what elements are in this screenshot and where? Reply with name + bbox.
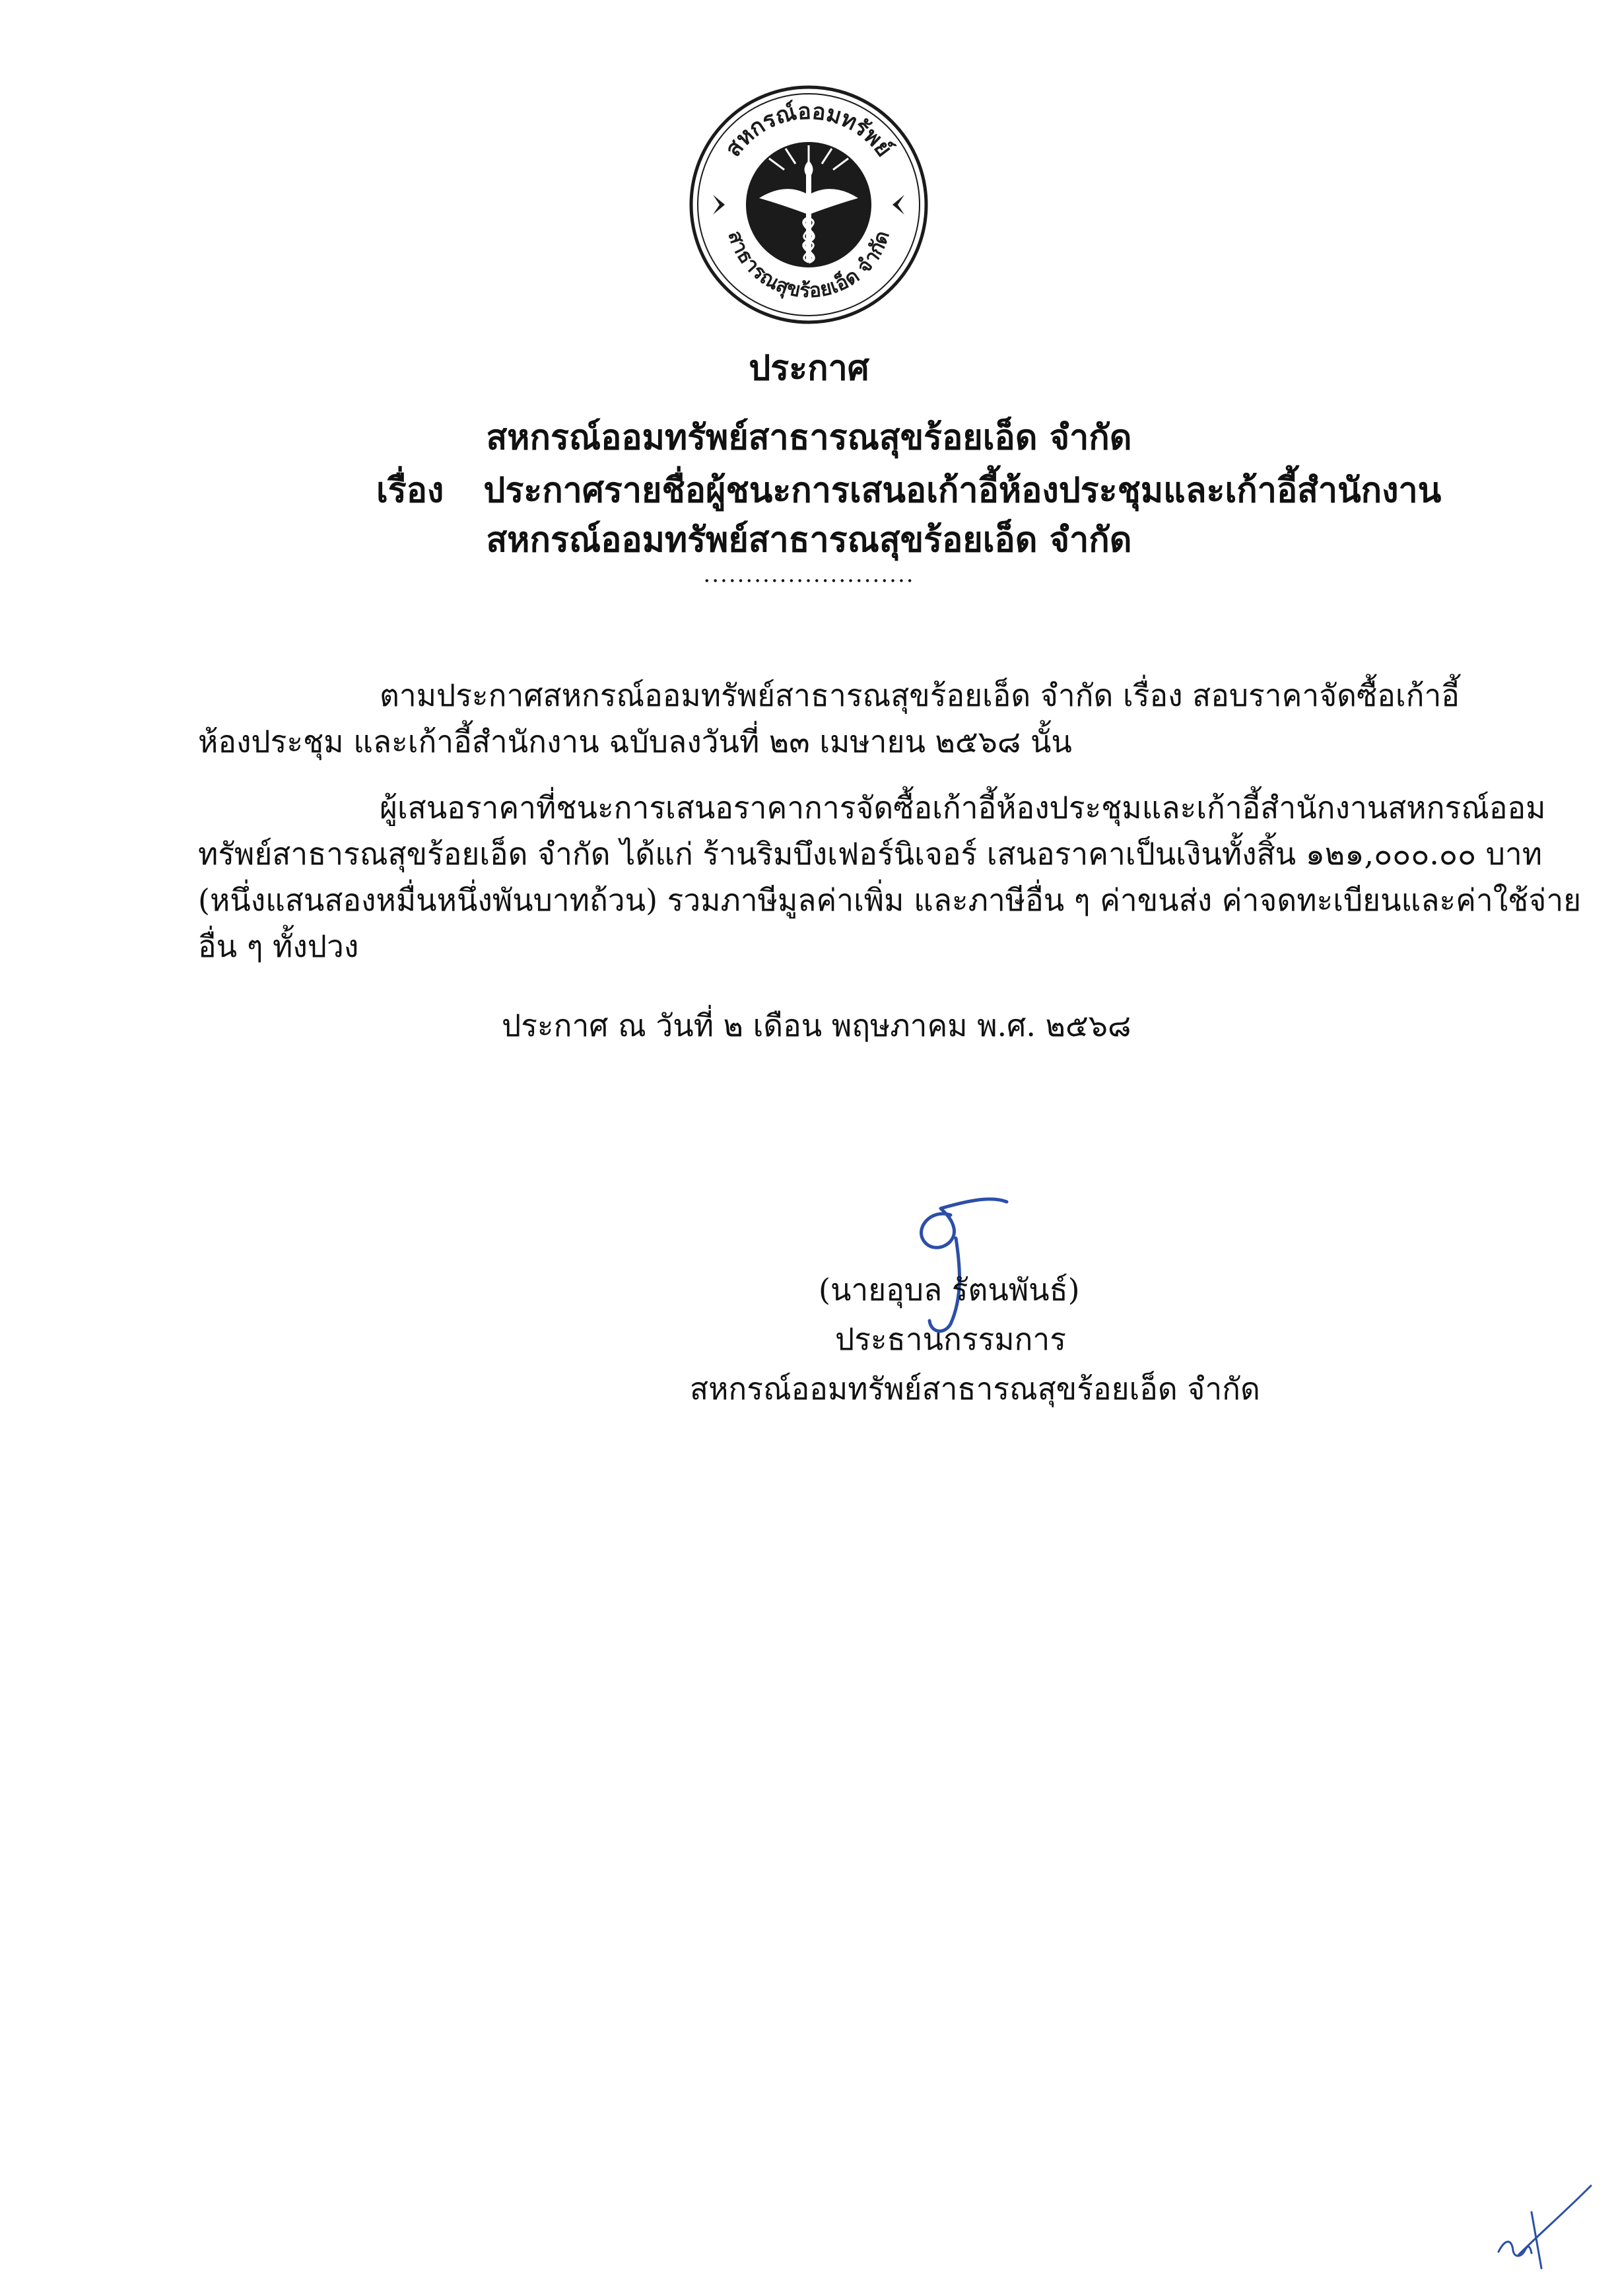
cooperative-seal: [687, 83, 931, 327]
paragraph-2-line-2: ทรัพย์สาธารณสุขร้อยเอ็ด จำกัด ได้แก่ ร้านริมบึงเฟอร์นิเจอร์ เสนอราคาเป็นเงินทั้งสิ้น ๑๒๑,๐๐๐.๐๐ บาท: [198, 836, 1543, 872]
subject-label: เรื่อง: [376, 470, 444, 510]
subject-line: [376, 462, 1441, 517]
seal-text-top: สหกรณ์ออมทรัพย์: [720, 98, 898, 162]
seal-text-bottom: สาธารณสุขร้อยเอ็ด จำกัด: [723, 228, 894, 303]
paragraph-1-line-2: ห้องประชุม และเก้าอี้สำนักงาน ฉบับลงวันที่ ๒๓ เมษายน ๒๕๖๘ นั้น: [198, 724, 1072, 759]
paragraph-1-line-1: ตามประกาศสหกรณ์ออมทรัพย์สาธารณสุขร้อยเอ็ด จำกัด เรื่อง สอบราคาจัดซื้อเก้าอี้: [380, 678, 1460, 713]
paragraph-2-line-4: อื่น ๆ ทั้งปวง: [198, 928, 359, 964]
paragraph-2-line-1: ผู้เสนอราคาที่ชนะการเสนอราคาการจัดซื้อเก้าอี้ห้องประชุมและเก้าอี้สำนักงานสหกรณ์ออม: [380, 790, 1546, 825]
initials-mark: [1492, 2173, 1598, 2272]
signatory-position: ประธานกรรมการ: [835, 1321, 1066, 1357]
signatory-name: (นายอุบล รัตนพันธ์): [819, 1272, 1080, 1307]
subject-organization: สหกรณ์ออมทรัพย์สาธารณสุขร้อยเอ็ด จำกัด: [486, 520, 1132, 560]
header-organization: สหกรณ์ออมทรัพย์สาธารณสุขร้อยเอ็ด จำกัด: [486, 417, 1132, 458]
signature-scribble: [878, 1182, 1030, 1340]
paragraph-2-line-3: (หนึ่งแสนสองหมื่นหนึ่งพันบาทถ้วน) รวมภาษีมูลค่าเพิ่ม และภาษีอื่น ๆ ค่าขนส่ง ค่าจดทะเบียนและค่าใช้จ่าย: [198, 882, 1582, 918]
announcement-date: ประกาศ ณ วันที่ ๒ เดือน พฤษภาคม พ.ศ. ๒๕๖๘: [502, 1008, 1131, 1043]
subject-text: ประกาศรายชื่อผู้ชนะการเสนอเก้าอี้ห้องประชุมและเก้าอี้สำนักงาน: [483, 470, 1442, 510]
document-title: ประกาศ: [749, 348, 869, 388]
header-separator: .........................: [703, 561, 915, 588]
signatory-organization: สหกรณ์ออมทรัพย์สาธารณสุขร้อยเอ็ด จำกัด: [690, 1371, 1260, 1407]
